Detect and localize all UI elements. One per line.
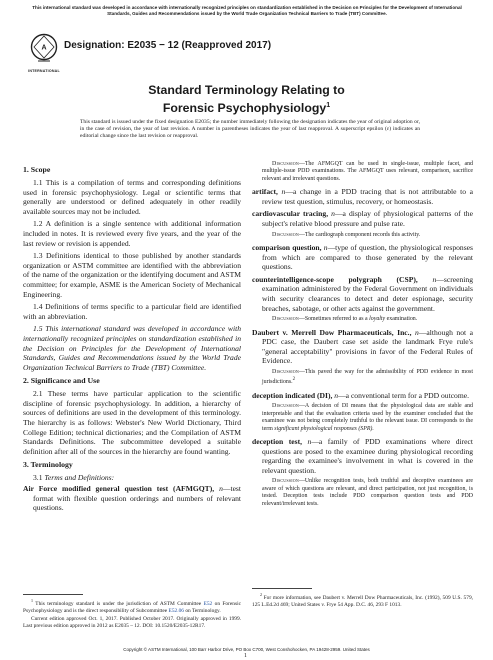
discussion-csp: Discussion—Sometimes referred to as a loyalty examination. (272, 316, 418, 323)
paragraph-1-3: 1.3 Definitions identical to those published by another standards organization or ASTM committee are identified with the abbreviation of the name of the organization or the identifying document and ASTM committee; for example, ASME is the American Society of Mechanical Engineering. (23, 251, 241, 299)
definition-cardiovascular-tracing: cardiovascular tracing, n—a display of physiological patterns of the subject's relative blood pressure and pulse rate. (252, 209, 473, 228)
edition-note: This standard is issued under the fixed designation E2035; the number immediately following the designation indicates the year of original adoption or, in the case of revision, the year of last revision. A number in parentheses indicates the year of last reapproval. A superscript epsilon (ε) indicates an editorial change since the last revision or reapproval. (80, 119, 420, 139)
committee-link[interactable]: E52 (203, 600, 213, 607)
definition-comparison-question: comparison question, n—type of question, the physiological responses from which are compared to those generated by the relevant questions. (252, 243, 474, 272)
right-column (252, 161, 473, 512)
paragraph-1-1: 1.1 This is a compilation of terms and corresponding definitions used in forensic psychophysiology. Legal or scientific terms that generally are understood or defined adequately in other readily available sources may not be included. (23, 178, 241, 216)
astm-logo-icon (30, 33, 58, 69)
definition-daubert: Daubert v. Merrell Dow Pharmaceuticals, Inc., n—although not a PDC case, the Daubert case set aside the landmark Frye rule's "general acceptability" provisions in favor of the Federal Rules of Evidence. (252, 327, 473, 366)
definition-artifact: artifact, n—a change in a PDD tracing that is not attributable to a review test question, stimulus, recovery, or homeostasis. (252, 187, 473, 206)
title-line-1: Standard Terminology Relating to (148, 83, 345, 97)
title-footnote-ref: 1 (326, 102, 331, 109)
document-title (0, 83, 493, 116)
left-column (23, 161, 241, 516)
definition-deception-indicated: deception indicated (DI), n—a conventional term for a PDD outcome. (252, 390, 470, 400)
definition-deception-test: deception test, n—a family of PDD examinations where direct questions are posed to the examinee during physiological recording regarding the examinee's involvement in what is covered in the relevant question. (252, 436, 473, 475)
paragraph-1-5: 1.5 This international standard was developed in accordance with internationally recognized principles on standardization established in the Decision on Principles for the Development of International Standards, Guides and Recommendations issued by the World Trade Organization Technical Barriers to Trade (TBT) Committee. (23, 324, 241, 372)
footnote-1: $^1$ This terminology standard is under the jurisdiction of ASTM Committee E52 on Forensic Psychophysiology and is the direct responsibility of Subcommittee E52.06 on Terminology. (23, 598, 241, 614)
footnote-rule-right (252, 588, 312, 589)
paragraph-1-4: 1.4 Definitions of terms specific to a particular field are identified with an abbreviation. (23, 302, 241, 321)
discussion-deception-indicated: Discussion—A decision of DI means that the physiological data are stable and interpretable and that the evaluation criteria used by the examiner concluded that the examinee was not being completely truthful to the relevant issue. DI corresponds to the term significant physiological responses (SPR). (262, 403, 473, 432)
logo-caption: INTERNATIONAL (28, 69, 60, 73)
section-heading-scope: 1. Scope (23, 165, 51, 174)
footnotes-left (23, 598, 241, 632)
discussion-afmgqt: Discussion—The AFMGQT can be used in single-issue, multiple facet, and multiple-issue PDD examinations. The AFMGQT uses relevant, comparison, sacrifice relevant and irrelevant questions. (262, 161, 473, 182)
designation: Designation: E2035 − 12 (Reapproved 2017) (64, 40, 272, 51)
page-number: 1 (244, 653, 247, 659)
standards-notice: This international standard was developed in accordance with internationally recognized principles on standardization established in the Decision on Principles for the Development of International Standards, Guides and Recommendations issued by the World Trade Organization Technical Barriers to Trade (TBT) Committee. (32, 5, 462, 16)
discussion-cardiovascular: Discussion—The cardiograph component records this activity. (272, 231, 421, 238)
definition-csp: counterintelligence-scope polygraph (CSP), n—screening examination administered by the Federal Government on individuals with security clearances to detect and deter espionage, security breaches, sabotage, or other acts against the government. (252, 274, 473, 313)
definition-afmgqt: Air Force modified general question test (AFMGQT), n—test format with flexible question orderings and numbers of relevant questions. (23, 484, 241, 513)
paragraph-1-2: 1.2 A definition is a single sentence with additional information included in notes. It is reviewed every five years, and the year of the last review or revision is appended. (23, 219, 241, 248)
section-heading-significance: 2. Significance and Use (23, 376, 100, 386)
footnote-rule-left (23, 594, 83, 595)
subsection-3-1: 3.1 Terms and Definitions: (33, 473, 115, 483)
section-heading-terminology: 3. Terminology (23, 460, 73, 470)
subcommittee-link[interactable]: E52.06 (168, 607, 184, 614)
discussion-daubert: Discussion—This paved the way for the admissibility of PDD evidence in most jurisdictions.$^2$ (262, 368, 473, 386)
footnotes-right (252, 592, 473, 610)
copyright-footer: Copyright © ASTM International, 100 Barr Harbor Drive, PO Box C700, West Conshohocken, PA 19428-2959. United States (123, 647, 370, 652)
footnote-2: $^2$ For more information, see Daubert v. Merrell Dow Pharmaceuticals, Inc. (1992), 509 U.S. 579, 125 L.Ed.2d 469; United States v. Frye 54 App. D.C. 46, 293 F 1013. (252, 592, 473, 608)
paragraph-2-1: 2.1 These terms have particular application to the scientific discipline of forensic psychophysiology. In addition, a hierarchy of sources of definitions are used in the development of this terminology. The hierarchy is as follows: Webster's New World Dictionary, Third College Edition; technical dictionaries; and the Compilation of ASTM Standards Definitions. The subcommittee developed a suitable definition after all of the sources in the hierarchy are found wanting. (23, 389, 241, 456)
svg-text:A: A (41, 44, 47, 52)
footnote-1-approval: Current edition approved Oct. 1, 2017. Published October 2017. Originally approved in 1999. Last previous edition approved in 2012 as E2035 – 12. DOI: 10.1520/E2035-12R17. (23, 616, 241, 630)
title-line-2: Forensic Psychophysiology$^1$ (162, 101, 331, 116)
discussion-deception-test: Discussion—Unlike recognition tests, both truthful and deceptive examinees are aware of which questions are relevant, and direct participation, not just recognition, is tested. Deception tests include PDD comparison question tests and PDD relevant/irrelevant tests. (262, 478, 473, 507)
